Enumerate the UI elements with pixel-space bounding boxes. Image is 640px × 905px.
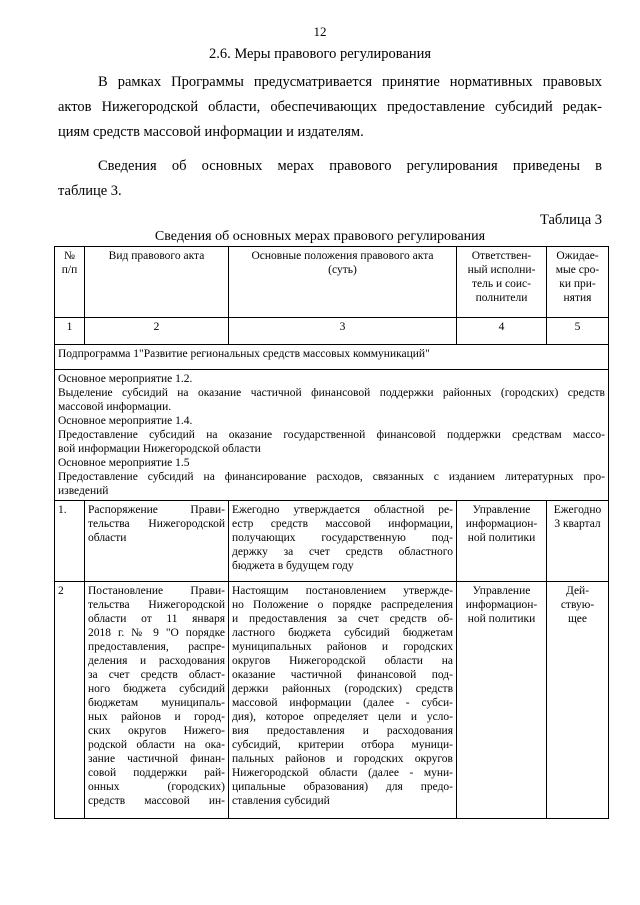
row-responsible: Управление информацион- ной политики	[457, 501, 547, 582]
legal-measures-table	[54, 246, 609, 819]
row-responsible: Управление информацион- ной политики	[457, 582, 547, 819]
measures-row	[55, 370, 609, 501]
paragraph-2	[58, 154, 602, 204]
paragraph-1-line: циям средств массовой информации и издателям.	[58, 124, 364, 140]
measure-line: Основное мероприятие 1.4.	[58, 415, 193, 427]
column-number: 2	[85, 318, 229, 345]
row-deadline: Дей- ствую- щее	[547, 582, 609, 819]
row-num: 1.	[55, 501, 85, 582]
measure-line: Предоставление субсидий на финансирование расходов, связанных с изданием литературных про-	[58, 471, 605, 483]
row-num: 2	[55, 582, 85, 819]
paragraph-1-line: В рамках Программы предусматривается принятие нормативных правовых	[98, 74, 602, 90]
row-act-type: Распоряжение Прави- тельства Нижегородской области	[85, 501, 229, 582]
header-responsible: Ответствен- ный исполни- тель и соис- полнители	[457, 247, 547, 318]
header-provisions: Основные положения правового акта (суть)	[229, 247, 457, 318]
table-header-row	[55, 247, 609, 318]
measure-line: вой информации Нижегородской области	[58, 443, 261, 455]
table-label: Таблица 3	[539, 212, 602, 228]
header-deadline: Ожидае- мые сро- ки при- нятия	[547, 247, 609, 318]
column-number: 4	[457, 318, 547, 345]
table-title: Сведения об основных мерах правового регулирования	[154, 229, 486, 244]
page-number: 12	[313, 24, 327, 39]
measure-line: Предоставление субсидий на оказание государственной финансовой поддержки средствам массо-	[58, 429, 605, 441]
row-provisions: Ежегодно утверждается областной ре- естр средств массовой информации, получающих государственную под- держку за счет средств областного бюджета в будущем году	[229, 501, 457, 582]
table-row	[55, 501, 609, 582]
row-provisions: Настоящим постановлением утвержде- но Положение о порядке распределения и предоставления за счет средств об- ластного бюджета субсидий бюджетам муниципальных районов и городских округов Нижегородской области на оказание частичной финансовой под- держки районных (городских) средств массовой информации (далее - субси- дия), которое определяет цели и усло- вия предоставления и расходования субсидий, критерии отбора муници- пальных районов и городских округов Нижегородской области (далее - муни- ципальные образования) для предо- ставления субсидий	[229, 582, 457, 819]
paragraph-2-line: таблице 3.	[58, 183, 122, 199]
row-deadline: Ежегодно 3 квартал	[547, 501, 609, 582]
header-num: № п/п	[55, 247, 85, 318]
measures-list	[55, 370, 609, 501]
subprogram-title: Подпрограмма 1"Развитие региональных средств массовых коммуникаций"	[55, 345, 609, 370]
column-number: 3	[229, 318, 457, 345]
measure-line: Выделение субсидий на оказание частичной финансовой поддержки районных (городских) средств	[58, 387, 605, 399]
paragraph-1-line: актов Нижегородской области, обеспечивающих предоставление субсидий редак-	[58, 99, 602, 115]
measure-line: массовой информации.	[58, 401, 172, 413]
paragraph-2-line: Сведения об основных мерах правового регулирования приведены в	[98, 158, 602, 174]
section-heading: 2.6. Меры правового регулирования	[208, 46, 432, 62]
subprogram-row	[55, 345, 609, 370]
column-number: 5	[547, 318, 609, 345]
paragraph-1	[58, 70, 602, 145]
column-number: 1	[55, 318, 85, 345]
measure-line: Основное мероприятие 1.5	[58, 457, 190, 469]
column-number-row	[55, 318, 609, 345]
row-act-type: Постановление Прави- тельства Нижегородской области от 11 января 2018 г. № 9 "О порядке предоставления, распре- деления и расходования за счет средств област- ного бюджета субсидий бюджетам муниципаль- ных районов и город- ских округов Нижего- родской области на ока- зание частичной финан- совой поддержки рай- онных (городских) средств массовой ин-	[85, 582, 229, 819]
measure-line: изведений	[58, 485, 109, 497]
header-act-type: Вид правового акта	[85, 247, 229, 318]
measure-line: Основное мероприятие 1.2.	[58, 373, 193, 385]
table-row	[55, 582, 609, 819]
